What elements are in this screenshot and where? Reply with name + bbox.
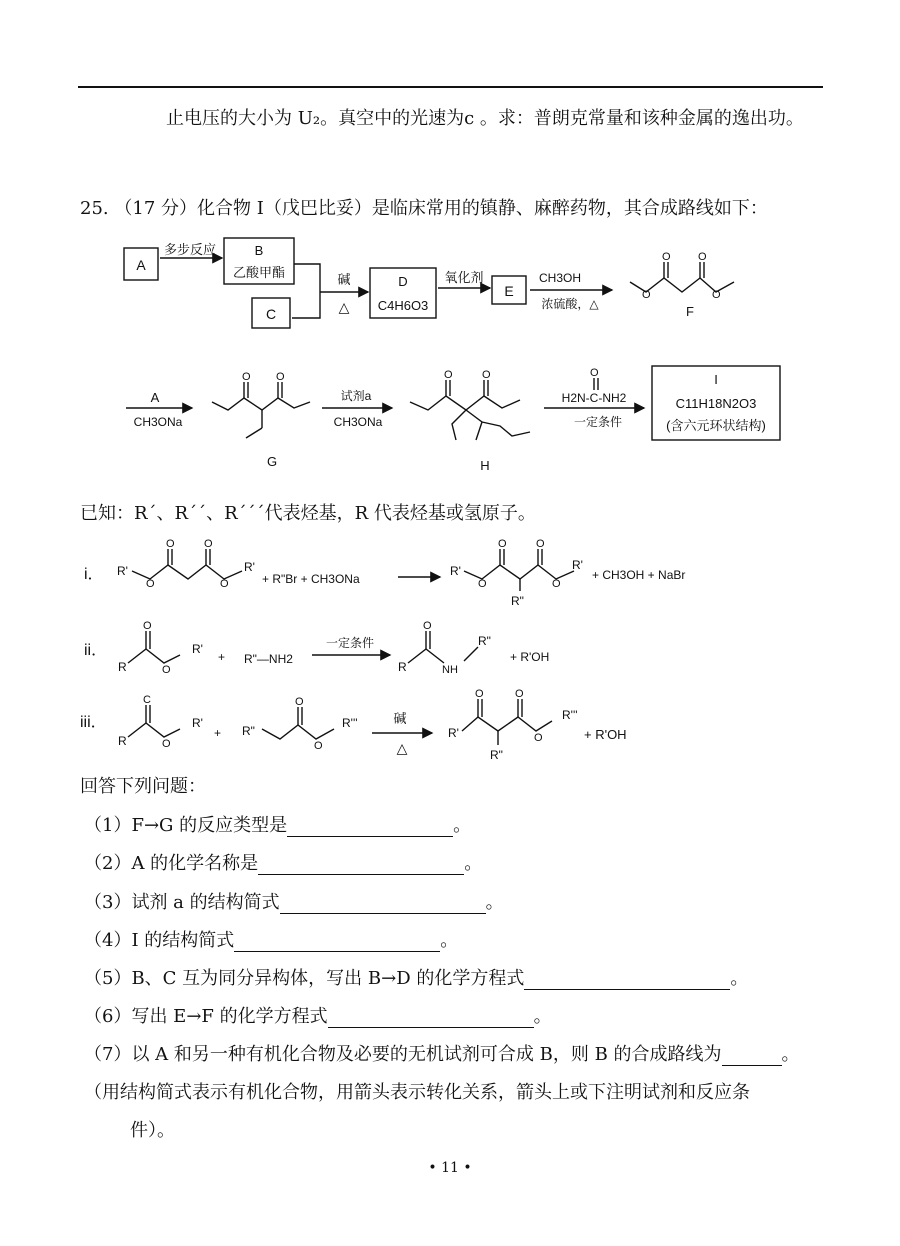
- svg-text:R': R': [244, 560, 255, 574]
- reaction-i-products: + CH3OH + NaBr: [592, 568, 686, 582]
- reaction-iii-product: [448, 688, 578, 762]
- reaction-ii-reactant: [118, 620, 203, 676]
- svg-text:R': R': [572, 558, 583, 572]
- synthesis-route-row1: [0, 230, 900, 330]
- svg-text:O: O: [515, 688, 524, 700]
- box-I-title: I: [714, 372, 718, 387]
- question-5: （5）B、C 互为同分异构体，写出 B→D 的化学方程式 。: [84, 968, 749, 989]
- question-1: （1）F→G 的反应类型是 。: [84, 815, 472, 836]
- label-F: F: [686, 304, 694, 319]
- svg-text:O: O: [162, 664, 171, 676]
- question-heading: [80, 194, 768, 220]
- question-2: （2）A 的化学名称是 。: [84, 853, 483, 874]
- urea: H2N-C-NH2: [561, 391, 627, 405]
- svg-text:O: O: [590, 367, 599, 379]
- svg-text:O: O: [698, 251, 707, 263]
- box-A-label: A: [136, 257, 146, 273]
- question-7-note-line1: （用结构简式表示有机化合物，用箭头表示转化关系，箭头上或下注明试剂和反应条: [84, 1082, 750, 1103]
- question-intro: 化合物 I（戊巴比妥）是临床常用的镇静、麻醉药物，其合成路线如下：: [197, 198, 768, 219]
- svg-text:O: O: [475, 688, 484, 700]
- svg-text:O: O: [276, 371, 285, 383]
- structure-F: [630, 251, 734, 301]
- reaction-iii-cond-bottom: △: [396, 740, 408, 756]
- question-7-note-line2: 件）。: [130, 1120, 175, 1141]
- reaction-iii-reactant2: [242, 696, 358, 752]
- arrow-A-B-label: 多步反应: [163, 242, 217, 257]
- box-B-name: 乙酸甲酯: [232, 265, 286, 280]
- question-points: （17 分）: [114, 198, 198, 219]
- box-D-formula: C4H6O3: [377, 298, 429, 313]
- reaction-ii-product: + R'OH: [510, 650, 550, 664]
- reaction-ii-label: ii．: [84, 642, 108, 659]
- svg-text:O: O: [314, 740, 323, 752]
- svg-text:O: O: [444, 369, 453, 381]
- reaction-iii-product-text: + R'OH: [584, 727, 627, 742]
- svg-text:O: O: [220, 578, 229, 590]
- svg-text:O: O: [642, 289, 651, 301]
- svg-text:O: O: [662, 251, 671, 263]
- cond-base: 碱: [337, 272, 351, 287]
- svg-text:O: O: [162, 738, 171, 750]
- question-6: （6）写出 E→F 的化学方程式 。: [84, 1006, 552, 1027]
- page-number: • 11 •: [428, 1160, 472, 1176]
- svg-text:O: O: [423, 620, 432, 632]
- svg-text:O: O: [712, 289, 721, 301]
- box-D-title: D: [398, 274, 408, 289]
- svg-text:O: O: [143, 620, 152, 632]
- row2-cond-2: CH3ONa: [333, 415, 383, 429]
- answer-blank-2[interactable]: [258, 856, 464, 875]
- reaction-i-product: [450, 538, 583, 608]
- svg-text:R': R': [192, 642, 203, 656]
- svg-text:R": R": [511, 594, 524, 608]
- svg-text:R": R": [478, 634, 491, 648]
- svg-text:NH: NH: [442, 664, 458, 676]
- question-4: （4）I 的结构简式 。: [84, 930, 459, 951]
- reaction-iii-cond-top: 碱: [393, 711, 407, 726]
- row2-cond-1: CH3ONa: [133, 415, 183, 429]
- row2-reagent-A: A: [150, 390, 160, 405]
- svg-text:O: O: [242, 371, 251, 383]
- label-H: H: [480, 458, 490, 473]
- question-number: 25.: [80, 198, 109, 219]
- reaction-i-reactant: [117, 538, 255, 590]
- svg-text:+: +: [218, 650, 226, 664]
- structure-H: [410, 369, 530, 440]
- reaction-ii-product: [398, 620, 491, 676]
- answer-intro: 回答下列问题：: [80, 776, 206, 797]
- svg-text:R: R: [118, 734, 127, 748]
- synthesis-route-row2: [0, 362, 900, 482]
- header-text: 止电压的大小为 U₂。真空中的光速为c 。求：普朗克常量和该种金属的逸出功。: [166, 108, 804, 129]
- cond-methanol: CH3OH: [538, 271, 582, 285]
- svg-text:R": R": [490, 748, 503, 762]
- svg-text:R': R': [450, 564, 461, 578]
- svg-text:+: +: [214, 726, 222, 740]
- svg-text:R''': R''': [342, 716, 358, 730]
- reaction-ii-reagent: R"—NH2: [244, 652, 293, 666]
- answer-blank-5[interactable]: [524, 971, 730, 990]
- svg-text:O: O: [534, 732, 543, 744]
- svg-text:O: O: [498, 538, 507, 550]
- question-7: （7）以 A 和另一种有机化合物及必要的无机试剂可合成 B，则 B 的合成路线为 。: [84, 1044, 800, 1065]
- answer-blank-4[interactable]: [234, 933, 440, 952]
- question-3: （3）试剂 a 的结构简式 。: [84, 892, 504, 913]
- reaction-iii-reactant1: [118, 694, 203, 750]
- answer-blank-3[interactable]: [280, 895, 486, 914]
- reaction-ii-cond: 一定条件: [325, 636, 375, 650]
- svg-text:O: O: [204, 538, 213, 550]
- svg-text:C: C: [143, 694, 151, 706]
- cond-certain: 一定条件: [573, 415, 623, 429]
- structure-G: [212, 371, 310, 438]
- box-C-label: C: [265, 306, 277, 322]
- answer-blank-7[interactable]: [722, 1047, 782, 1066]
- svg-text:O: O: [552, 578, 561, 590]
- reaction-i-reagents: + R"Br + CH3ONa: [262, 572, 360, 586]
- known-text: 已知：R´、R´´、R´´´代表烃基，R 代表烃基或氢原子。: [80, 503, 536, 524]
- svg-text:O: O: [482, 369, 491, 381]
- answer-blank-6[interactable]: [328, 1009, 534, 1028]
- box-I-note: (含六元环状结构): [666, 418, 766, 433]
- svg-text:R': R': [448, 726, 459, 740]
- svg-text:O: O: [536, 538, 545, 550]
- top-rule: [78, 86, 823, 88]
- reaction-iii-label: iii．: [80, 714, 107, 731]
- svg-text:O: O: [295, 696, 304, 708]
- svg-text:R': R': [117, 564, 128, 578]
- cond-heat: △: [338, 299, 350, 315]
- svg-text:R''': R''': [562, 708, 578, 722]
- box-I-formula: C11H18N2O3: [675, 396, 757, 411]
- svg-text:O: O: [166, 538, 175, 550]
- answer-blank-1[interactable]: [287, 818, 453, 837]
- reagent-a: 试剂a: [340, 389, 372, 403]
- svg-text:O: O: [478, 578, 487, 590]
- box-B-title: B: [254, 243, 264, 258]
- cond-oxidant: 氧化剂: [444, 270, 484, 285]
- label-G: G: [266, 454, 278, 469]
- svg-text:R: R: [398, 660, 407, 674]
- svg-text:R: R: [118, 660, 127, 674]
- known-reactions: [0, 535, 900, 770]
- box-E-label: E: [504, 283, 514, 299]
- svg-text:R': R': [192, 716, 203, 730]
- svg-text:O: O: [146, 578, 155, 590]
- svg-text:R": R": [242, 724, 255, 738]
- reaction-i-label: i．: [84, 566, 104, 583]
- cond-acid: 浓硫酸，△: [541, 297, 599, 311]
